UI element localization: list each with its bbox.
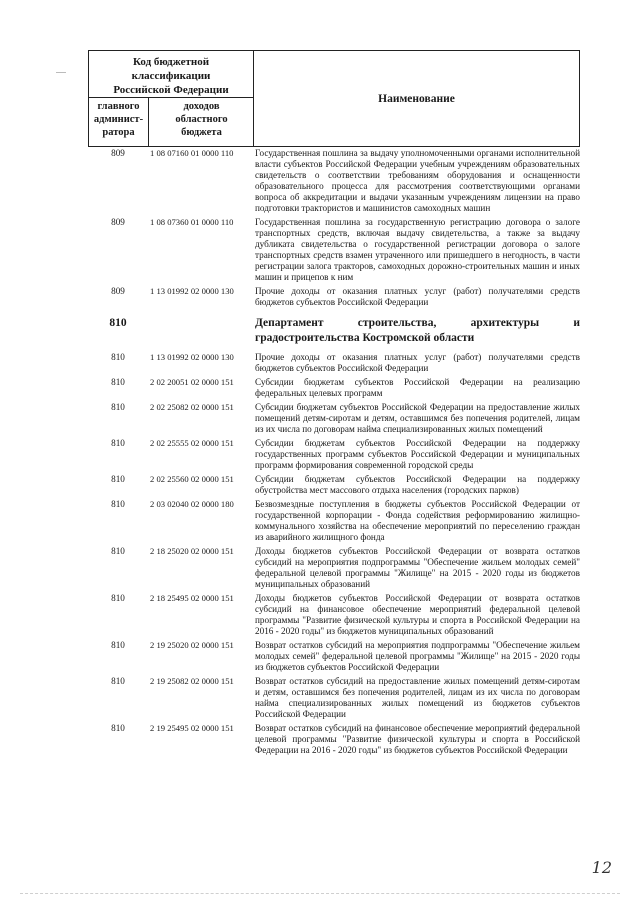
income-code-cell: 2 03 02040 02 0000 180 xyxy=(150,499,234,509)
admin-code-cell: 810 xyxy=(111,474,125,484)
name-cell: Субсидии бюджетам субъектов Российской Федерации на поддержку государственных программ субъектов Российской Федерации и муниципальных программ формирования современной городской среды xyxy=(255,438,580,470)
bottom-scan-line xyxy=(20,893,620,894)
income-code-cell xyxy=(148,316,253,346)
margin-mark xyxy=(56,72,66,73)
income-code-cell: 1 13 01992 02 0000 130 xyxy=(150,286,234,296)
income-code-cell: 2 18 25495 02 0000 151 xyxy=(150,593,234,603)
table-row xyxy=(88,499,580,543)
table-row xyxy=(88,640,580,673)
admin-code-cell: 810 xyxy=(109,317,127,329)
admin-code-cell: 810 xyxy=(111,402,125,412)
header-col-income: доходов областного бюджета xyxy=(175,101,228,138)
name-cell: Прочие доходы от оказания платных услуг (работ) получателями средств бюджетов субъектов Российской Федерации xyxy=(255,286,580,307)
income-code-cell: 2 02 20051 02 0000 151 xyxy=(150,377,234,387)
income-code-cell: 2 19 25082 02 0000 151 xyxy=(150,676,234,686)
admin-code-cell: 809 xyxy=(111,148,125,158)
income-code-cell: 1 13 01992 02 0000 130 xyxy=(150,352,234,362)
table-row xyxy=(88,377,580,399)
header-col-admin: главного админист- ратора xyxy=(89,98,149,146)
table-row xyxy=(88,593,580,637)
table-row xyxy=(88,474,580,496)
income-code-cell: 2 02 25555 02 0000 151 xyxy=(150,438,234,448)
admin-code-cell: 810 xyxy=(111,499,125,509)
income-code-cell: 2 19 25495 02 0000 151 xyxy=(150,723,234,733)
name-cell: Государственная пошлина за выдачу уполномоченными органами исполнительной власти субъектов Российской Федерации учебным учреждениям образовательных свидетельств о соответствии требованиям оборудования и оснащенности образовательного процесса для рассмотрения соответствующими органами вопроса об аккредитации и выдачи указанным учреждениям лицензии на право подготовки трактористов и машинистов самоходных машин xyxy=(255,148,580,213)
table-row xyxy=(88,217,580,283)
income-code-cell: 2 19 25020 02 0000 151 xyxy=(150,640,234,650)
name-cell: Возврат остатков субсидий на мероприятия подпрограммы "Обеспечение жильем молодых семей" федеральной целевой программы "Жилище" на 2015 - 2020 годы из бюджетов субъектов Российской Федерации xyxy=(255,640,580,672)
table-row xyxy=(88,723,580,756)
admin-code-cell: 810 xyxy=(111,640,125,650)
admin-code-cell: 809 xyxy=(111,286,125,296)
table-row xyxy=(88,402,580,435)
name-cell: Возврат остатков субсидий на предоставление жилых помещений детям-сиротам и детям, оставшимся без попечения родителей, лицам из их числа по договорам найма специализированных жилых помещений из бюджетов субъектов Российской Федерации xyxy=(255,676,580,719)
department-row xyxy=(88,316,580,346)
table-row xyxy=(88,286,580,308)
table-row xyxy=(88,148,580,214)
income-code-cell: 2 02 25082 02 0000 151 xyxy=(150,402,234,412)
table-body xyxy=(88,148,580,759)
page-number: 12 xyxy=(591,858,612,877)
name-cell: Субсидии бюджетам субъектов Российской Федерации на поддержку обустройства мест массового отдыха населения (городских парков) xyxy=(255,474,580,495)
income-code-cell: 2 02 25560 02 0000 151 xyxy=(150,474,234,484)
income-code-cell: 1 08 07160 01 0000 110 xyxy=(150,148,234,158)
table-row xyxy=(88,676,580,720)
admin-code-cell: 810 xyxy=(111,676,125,686)
admin-code-cell: 810 xyxy=(111,593,125,603)
admin-code-cell: 810 xyxy=(111,377,125,387)
table-row xyxy=(88,438,580,471)
admin-code-cell: 810 xyxy=(111,438,125,448)
name-cell: Безвозмездные поступления в бюджеты субъектов Российской Федерации от государственной корпорации - Фонда содействия реформированию жилищно-коммунального хозяйства на обеспечение мероприятий по переселению граждан из аварийного жилищного фонда xyxy=(255,499,580,542)
name-cell: Доходы бюджетов субъектов Российской Федерации от возврата остатков субсидий на мероприятия подпрограммы "Обеспечение жильем молодых семей" федеральной целевой программы "Жилище" на 2015 - 2020 годы из бюджетов муниципальных образований xyxy=(255,546,580,589)
income-code-cell: 1 08 07360 01 0000 110 xyxy=(150,217,234,227)
table-row xyxy=(88,352,580,374)
admin-code-cell: 810 xyxy=(111,546,125,556)
name-cell: Субсидии бюджетам субъектов Российской Федерации на реализацию федеральных целевых программ xyxy=(255,377,580,398)
name-cell: Субсидии бюджетам субъектов Российской Федерации на предоставление жилых помещений детям-сиротам и детям, оставшимся без попечения родителей, лицам из их числа по договорам найма специализированных жилых помещений xyxy=(255,402,580,434)
name-cell: Государственная пошлина за государственную регистрацию договора о залоге транспортных средств, включая выдачу свидетельства, а также за выдачу дубликата свидетельства о государственной регистрации договора о залоге транспортных средств взамен утраченного или пришедшего в негодность, в части регистрации залога тракторов, самоходных дорожно-строительных машин и иных машин и прицепов к ним xyxy=(255,217,580,282)
admin-code-cell: 810 xyxy=(111,723,125,733)
header-col-name: Наименование xyxy=(378,92,455,105)
table-row xyxy=(88,546,580,590)
name-cell: Прочие доходы от оказания платных услуг (работ) получателями средств бюджетов субъектов Российской Федерации xyxy=(255,352,580,373)
name-cell: Возврат остатков субсидий на финансовое обеспечение мероприятий федеральной целевой программы "Развитие физической культуры и спорта в Российской Федерации на 2016 - 2020 годы" из бюджетов субъектов Российской Федерации xyxy=(255,723,580,755)
name-cell: Доходы бюджетов субъектов Российской Федерации от возврата остатков субсидий на финансовое обеспечение мероприятий федеральной целевой программы "Развитие физической культуры и спорта в Российской Федерации на 2016 - 2020 годы" из бюджетов муниципальных образований xyxy=(255,593,580,636)
table-header xyxy=(88,50,580,147)
name-cell: Департамент строительства, архитектуры и градостроительства Костромской области xyxy=(255,317,580,344)
income-code-cell: 2 18 25020 02 0000 151 xyxy=(150,546,234,556)
admin-code-cell: 810 xyxy=(111,352,125,362)
header-kod-group xyxy=(89,51,254,146)
admin-code-cell: 809 xyxy=(111,217,125,227)
header-kod-title: Код бюджетной классификации Российской Федерации xyxy=(89,51,253,98)
